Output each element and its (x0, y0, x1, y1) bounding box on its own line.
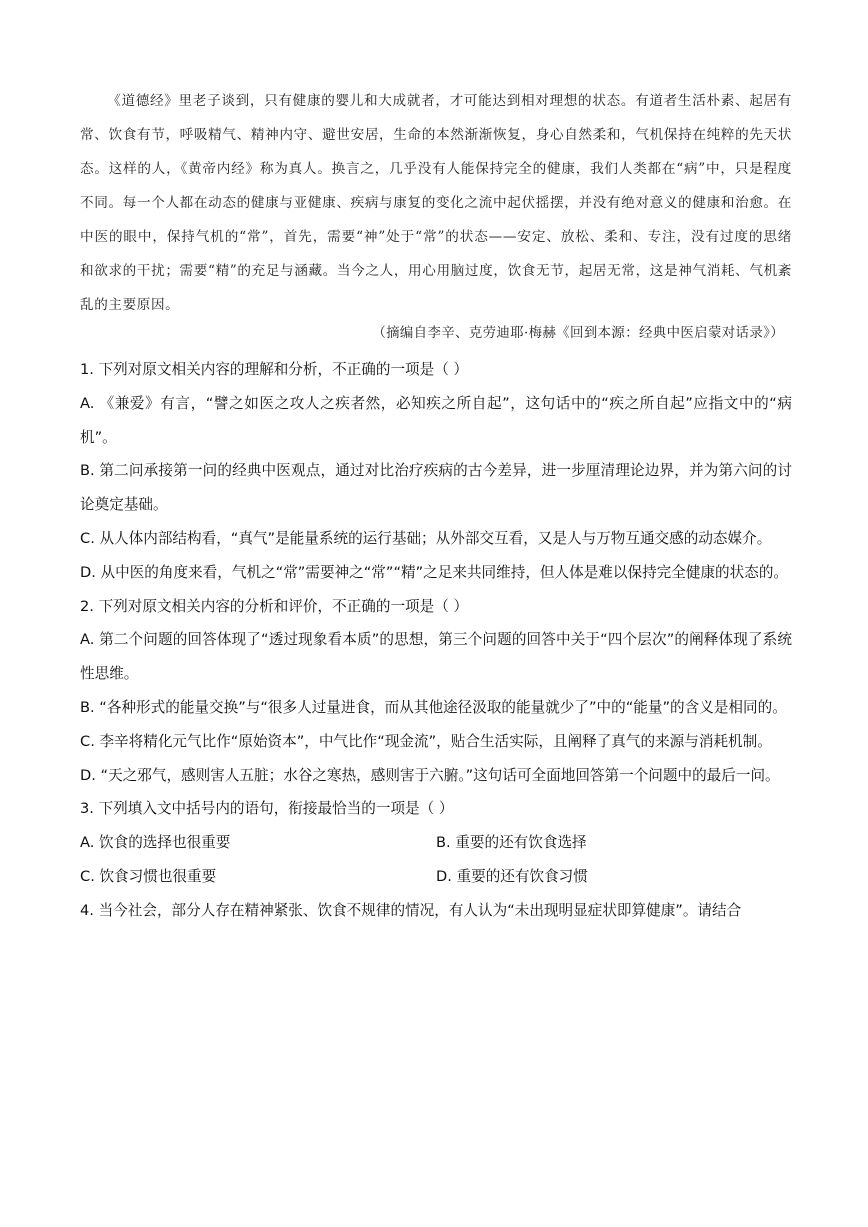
option-row (80, 860, 792, 894)
option-a[interactable]: A. 第二个问题的回答体现了“透过现象看本质”的思想，第三个问题的回答中关于“四个层次”的阐释体现了系统性思维。 (80, 631, 792, 683)
question-list (80, 353, 792, 928)
option-b[interactable]: B. “各种形式的能量交换”与“很多人过量进食，而从其他途径汲取的能量就少了”中的“能量”的含义是相同的。 (80, 698, 787, 716)
option-a[interactable]: A. 《兼爱》有言，“譬之如医之攻人之疾者然，必知疾之所自起”，这句话中的“疾之所自起”应指文中的“病机”。 (80, 394, 792, 446)
option-c[interactable]: C. 李辛将精化元气比作“原始资本”，中气比作“现金流”，贴合生活实际，且阐释了真气的来源与消耗机制。 (80, 732, 772, 750)
question-stem: 2. 下列对原文相关内容的分析和评价，不正确的一项是（ ） (80, 597, 469, 615)
option-d[interactable]: D. 重要的还有饮食习惯 (436, 867, 588, 885)
question-1 (80, 353, 792, 590)
option-d[interactable]: D. 从中医的角度来看，气机之“常”需要神之“常”“精”之足来共同维持，但人体是难以保持完全健康的状态的。 (80, 563, 789, 581)
passage-source: （摘编自李辛、克劳迪耶·梅赫《回到本源：经典中医启蒙对话录》） (372, 326, 784, 341)
question-3 (80, 792, 792, 893)
option-c[interactable]: C. 饮食习惯也很重要 (80, 867, 217, 885)
option-b[interactable]: B. 重要的还有饮食选择 (436, 834, 587, 852)
passage-paragraph: 《道德经》里老子谈到，只有健康的婴儿和大成就者，才可能达到相对理想的状态。有道者生活朴素、起居有常、饮食有节，呼吸精气、精神内守、避世安居，生命的本然渐渐恢复，身心自然柔和，气机保持在纯粹的先天状态。这样的人，《黄帝内经》称为真人。换言之，几乎没有人能保持完全的健康，我们人类都在“病”中，只是程度不同。每一个人都在动态的健康与亚健康、疾病与康复的变化之流中起伏摇摆，并没有绝对意义的健康和治愈。在中医的眼中，保持气机的“常”，首先，需要“神”处于“常”的状态——安定、放松、柔和、专注，没有过度的思绪和欲求的干扰；需要“精”的充足与涵藏。当今之人，用心用脑过度，饮食无节，起居无常，这是神气消耗、气机紊乱的主要原因。 (80, 93, 792, 313)
option-b[interactable]: B. 第二问承接第一问的经典中医观点，通过对比治疗疾病的古今差异，进一步厘清理论边界，并为第六问的讨论奠定基础。 (80, 462, 792, 514)
option-c[interactable]: C. 从人体内部结构看，“真气”是能量系统的运行基础；从外部交互看，又是人与万物互通交感的动态媒介。 (80, 529, 772, 547)
question-stem: 4. 当今社会，部分人存在精神紧张、饮食不规律的情况，有人认为“未出现明显症状即算健康”。请结合 (80, 901, 742, 919)
question-4 (80, 894, 792, 928)
reading-passage (80, 84, 792, 322)
question-stem: 1. 下列对原文相关内容的理解和分析，不正确的一项是（ ） (80, 361, 469, 378)
question-stem: 3. 下列填入文中括号内的语句，衔接最恰当的一项是（ ） (80, 800, 454, 818)
option-d[interactable]: D. “天之邪气，感则害人五脏；水谷之寒热，感则害于六腑。”这句话可全面地回答第一个问题中的最后一问。 (80, 766, 780, 784)
question-2 (80, 590, 792, 793)
option-a[interactable]: A. 饮食的选择也很重要 (80, 834, 231, 852)
option-row (80, 826, 792, 860)
